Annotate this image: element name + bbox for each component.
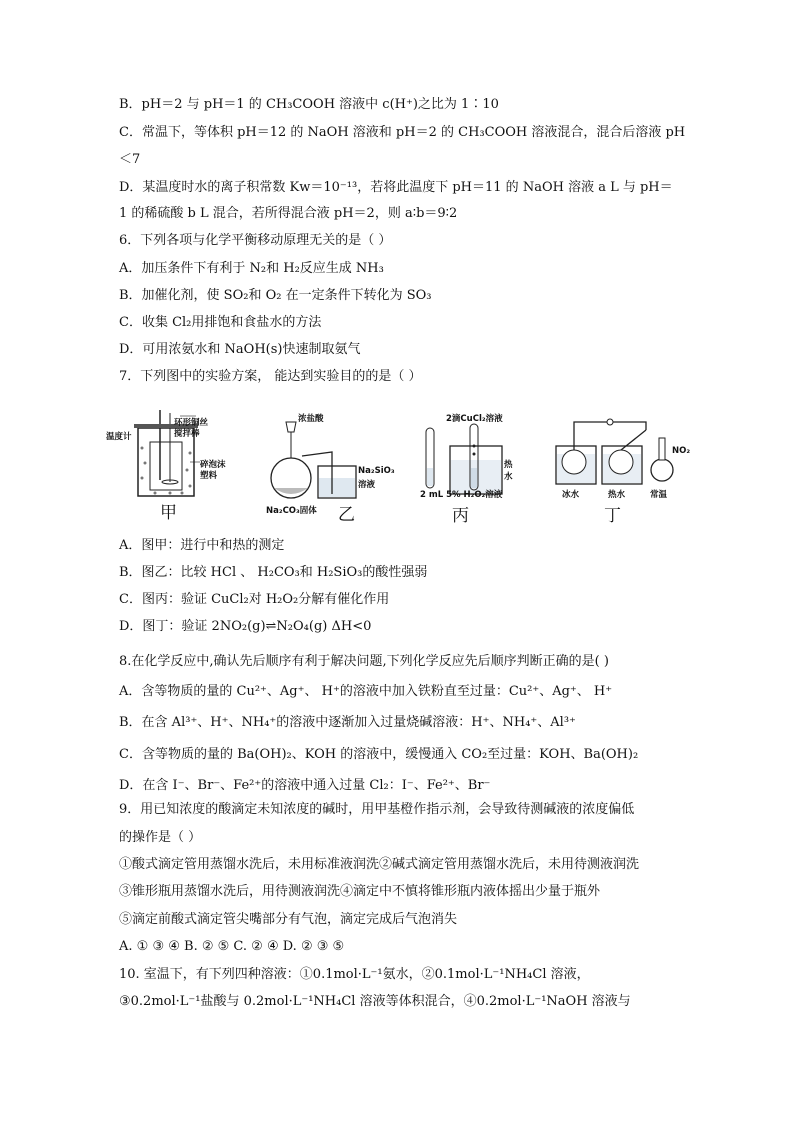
label-thermometer: 温度计 — [106, 432, 132, 442]
question-8: 8.在化学反应中,确认先后顺序有利于解决问题,下列化学反应先后顺序判断正确的是( ) — [119, 654, 609, 669]
q7-option-a: A．图甲：进行中和热的测定 — [119, 538, 285, 553]
label-conc-hcl: 浓盐酸 — [298, 414, 324, 424]
figure-ding — [554, 408, 691, 526]
question-7: 7．下列图中的实验方案， 能达到实验目的的是（ ） — [119, 369, 422, 384]
question-9: 9．用已知浓度的酸滴定未知浓度的碱时，用甲基橙作指示剂，会导致待测碱液的浓度偏低 — [119, 802, 635, 817]
question-10-cont: ③0.2mol·L⁻¹盐酸与 0.2mol·L⁻¹NH₄Cl 溶液等体积混合，④0.2mol·L⁻¹NaOH 溶液与 — [119, 994, 631, 1009]
line-5d-cont: 1 的稀硫酸 b L 混合，若所得混合液 pH＝2，则 a∶b＝9∶2 — [119, 206, 458, 221]
label-h2o2: 2 mL 5% H₂O₂溶液 — [420, 490, 503, 500]
label-cucl2: 2滴CuCl₂溶液 — [446, 414, 503, 424]
line-5c-cont: ＜7 — [119, 152, 141, 167]
label-na2sio3: Na₂SiO₃ — [358, 466, 395, 476]
q7-option-d: D．图丁：验证 2NO₂(g)⇌N₂O₄(g) ΔH<0 — [119, 619, 372, 634]
q7-option-b: B．图乙：比较 HCl 、 H₂CO₃和 H₂SiO₃的酸性强弱 — [119, 565, 428, 580]
q6-option-c: C．收集 Cl₂用排饱和食盐水的方法 — [119, 315, 322, 330]
caption-bing: 丙 — [452, 506, 469, 526]
q6-option-a: A．加压条件下有利于 N₂和 H₂反应生成 NH₃ — [119, 261, 384, 276]
line-5b: B．pH＝2 与 pH＝1 的 CH₃COOH 溶液中 c(H⁺)之比为 1∶10 — [119, 97, 499, 112]
question-10: 10. 室温下，有下列四种溶液：①0.1mol·L⁻¹氨水，②0.1mol·L⁻¹NH₄Cl 溶液， — [119, 967, 590, 982]
q9-items-1-2: ①酸式滴定管用蒸馏水洗后，未用标准液润洗②碱式滴定管用蒸馏水洗后，未用待测液润洗 — [119, 857, 640, 872]
label-water: 水 — [504, 472, 513, 482]
label-room-temp: 常温 — [650, 490, 668, 500]
label-solution: 溶液 — [358, 480, 376, 490]
figure-yi — [260, 408, 395, 525]
label-ring-copper: 环形铜丝 — [174, 418, 209, 428]
q8-option-c: C．含等物质的量的 Ba(OH)₂、KOH 的溶液中，缓慢通入 CO₂至过量：KOH、Ba(OH)₂ — [119, 747, 639, 762]
label-stirrer: 搅拌棒 — [174, 429, 200, 439]
q7-option-c: C．图丙：验证 CuCl₂对 H₂O₂分解有催化作用 — [119, 592, 390, 607]
q8-option-b: B．在含 Al³⁺、H⁺、NH₄⁺的溶液中逐渐加入过量烧碱溶液：H⁺、NH₄⁺、Al³⁺ — [119, 715, 576, 730]
line-5d: D．某温度时水的离子积常数 Kw＝10⁻¹³，若将此温度下 pH＝11 的 NaOH 溶液 a L 与 pH＝ — [119, 180, 673, 195]
q8-option-a: A．含等物质的量的 Cu²⁺、Ag⁺、 H⁺的溶液中加入铁粉直至过量：Cu²⁺、Ag⁺、 H⁺ — [119, 684, 613, 699]
q6-option-b: B．加催化剂，使 SO₂和 O₂ 在一定条件下转化为 SO₃ — [119, 288, 432, 303]
label-no2: NO₂ — [672, 446, 691, 456]
figure-jia — [106, 408, 230, 523]
question-9-cont: 的操作是（ ） — [119, 830, 202, 845]
question-6: 6．下列各项与化学平衡移动原理无关的是（ ） — [119, 233, 392, 248]
q9-item-5: ⑤滴定前酸式滴定管尖嘴部分有气泡，滴定完成后气泡消失 — [119, 912, 458, 927]
q9-choices: A. ① ③ ④ B. ② ⑤ C. ② ④ D. ② ③ ⑤ — [119, 939, 345, 954]
caption-ding: 丁 — [604, 506, 621, 526]
label-plastic: 塑料 — [200, 471, 218, 481]
figure-bing — [414, 408, 534, 526]
q9-items-3-4: ③锥形瓶用蒸馏水洗后，用待测液润洗④滴定中不慎将锥形瓶内液体摇出少量于瓶外 — [119, 884, 601, 899]
label-foam: 碎泡沫 — [200, 460, 226, 470]
label-hot-water: 热水 — [608, 490, 626, 500]
label-ice-water: 冰水 — [562, 490, 580, 500]
experiment-figure — [106, 408, 691, 526]
label-na2co3: Na₂CO₃固体 — [266, 506, 317, 516]
gas-generator-diagram — [260, 408, 390, 508]
caption-yi: 乙 — [338, 505, 355, 525]
q6-option-d: D．可用浓氨水和 NaOH(s)快速制取氨气 — [119, 342, 361, 357]
label-hot: 热 — [504, 460, 513, 470]
q8-option-d: D．在含 I⁻、Br⁻、Fe²⁺的溶液中通入过量 Cl₂：I⁻、Fe²⁺、Br⁻ — [119, 778, 491, 793]
caption-jia: 甲 — [160, 503, 177, 523]
line-5c: C．常温下，等体积 pH＝12 的 NaOH 溶液和 pH＝2 的 CH₃COOH 溶液混合，混合后溶液 pH — [119, 125, 686, 140]
